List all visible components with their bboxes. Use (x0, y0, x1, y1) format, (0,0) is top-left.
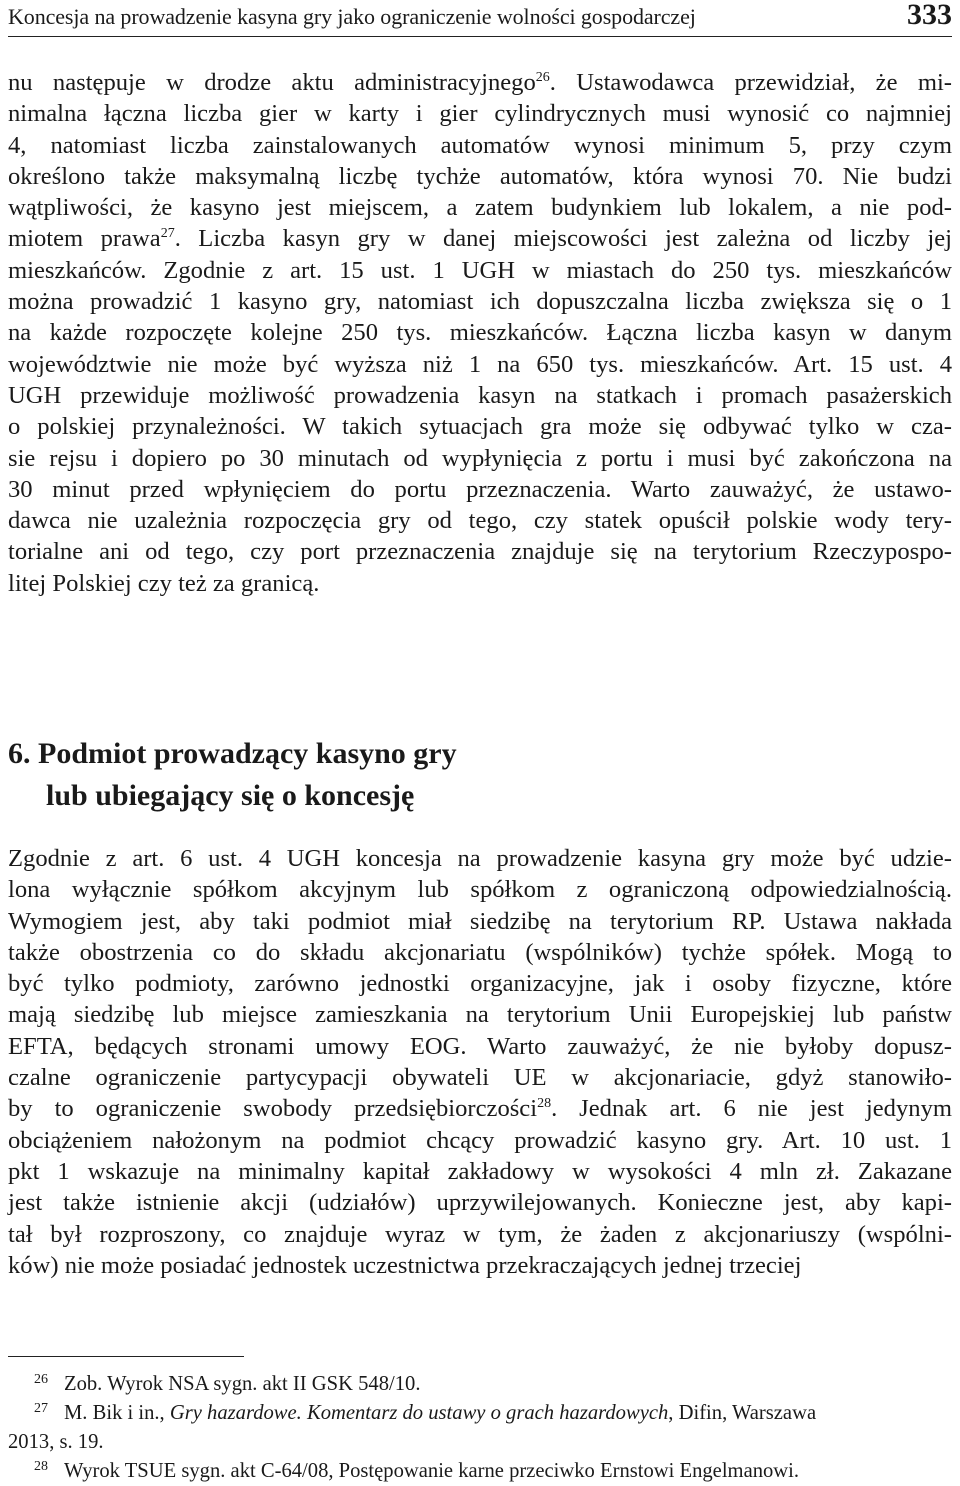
footnote-text: Wyrok TSUE sygn. akt C-64/08, Postępowanie karne przeciwko Ernstowi Engelmanowi. (64, 1460, 800, 1482)
footnote-28: 28 Wyrok TSUE sygn. akt C-64/08, Postępowanie karne przeciwko Ernstowi Engelmanowi. (34, 1459, 800, 1482)
footnote-26: 26 Zob. Wyrok NSA sygn. akt II GSK 548/10. (34, 1372, 421, 1395)
footnote-publisher: , Difin, Warszawa (668, 1402, 817, 1424)
page-number: 333 (907, 0, 952, 31)
text-line: UGH przewiduje możliwość prowadzenia kasyn na statkach i promach pasażerskich (8, 381, 952, 409)
text-line: mieszkańców. Zgodnie z art. 15 ust. 1 UGH w miastach do 250 tys. mieszkańców (8, 256, 952, 284)
text-line: by to ograniczenie swobody przedsiębiorczości$^{28}$. Jednak art. 6 nie jest jedynym (8, 1095, 952, 1123)
text-line: obciążeniem nałożonym na podmiot chcący prowadzić kasyno gry. Art. 10 ust. 1 (8, 1126, 952, 1154)
footnotes (8, 1370, 952, 1486)
text-line: EFTA, będących stronami umowy EOG. Warto zauważyć, że nie byłoby dopusz- (8, 1032, 952, 1060)
text-line: także obostrzenia co do składu akcjonariatu (wspólników) tychże spółek. Mogą to (8, 938, 952, 966)
text-line: Wymogiem jest, aby taki podmiot miał siedzibę na terytorium RP. Ustawa nakłada (8, 907, 952, 935)
text-line: być tylko podmioty, zarówno jednostki organizacyjne, jak i osoby fizyczne, które (8, 970, 952, 998)
text-line: jest także istnienie akcji (udziałów) uprzywilejowanych. Konieczne jest, aby kapi- (8, 1189, 952, 1217)
footnote-27-continuation: 2013, s. 19. (8, 1431, 104, 1453)
text-line: na każde rozpoczęte kolejne 250 tys. mieszkańców. Łączna liczba kasyn w danym (8, 319, 952, 347)
footnote-text: Zob. Wyrok NSA sygn. akt II GSK 548/10. (64, 1373, 421, 1395)
text-line: o polskiej przynależności. W takich sytuacjach gra może się odbywać tylko w cza- (8, 413, 952, 441)
footnote-title: Gry hazardowe. Komentarz do ustawy o grach hazardowych (169, 1402, 669, 1424)
text-line: dawca nie uzależnia rozpoczęcia gry od tego, czy statek opuścił polskie wody tery- (8, 507, 952, 535)
footnote-reference[interactable]: 26 (535, 70, 550, 85)
section-title-line-1: Podmiot prowadzący kasyno gry (38, 737, 457, 770)
text-line: ków) nie może posiadać jednostek uczestnictwa przekraczających jednej trzeciej (8, 1251, 802, 1279)
text-line: pkt 1 wskazuje na minimalny kapitał zakładowy w wysokości 4 mln zł. Zakazane (8, 1157, 952, 1185)
text-line: nu następuje w drodze aktu administracyjnego$^{26}$. Ustawodawca przewidział, że mi- (8, 69, 952, 96)
text-line: 4, natomiast liczba zainstalowanych automatów wynosi minimum 5, przy czym (8, 131, 952, 159)
footnote-27: 27 M. Bik i in., Gry hazardowe. Komentarz do ustawy o grach hazardowych, Difin, Warszawa (34, 1401, 817, 1424)
text-line: wątpliwości, że kasyno jest miejscem, a zatem budynkiem lub lokalem, a nie pod- (8, 194, 952, 222)
text-line: czalne ograniczenie partycypacji obywateli UE w akcjonariacie, gdyż stanowiło- (8, 1064, 952, 1092)
text-line: określono także maksymalną liczbę tychże automatów, która wynosi 70. Nie budzi (8, 162, 952, 190)
text-line: lona wyłącznie spółkom akcyjnym lub spółkom z ograniczoną odpowiedzialnością. (8, 876, 952, 904)
footnote-reference[interactable]: 27 (160, 226, 175, 242)
footnote-separator (8, 1356, 244, 1357)
text-line: miotem prawa$^{27}$. Liczba kasyn gry w danej miejscowości jest zależna od liczby jej (8, 225, 952, 253)
section-heading (8, 733, 952, 817)
footnote-author: M. Bik i in., (64, 1402, 165, 1424)
text-line: mają siedzibę lub miejsce zamieszkania na terytorium Unii Europejskiej lub państw (8, 1001, 952, 1029)
text-line: województwie nie może być wyższa niż 1 na 650 tys. mieszkańców. Art. 15 ust. 4 (8, 350, 952, 378)
text-line: torialne ani od tego, czy port przeznaczenia znajduje się na terytorium Rzeczypospo- (8, 538, 952, 566)
text-line: można prowadzić 1 kasyno gry, natomiast ich dopuszczalna liczba zwiększa się o 1 (8, 288, 952, 316)
section-title-line-2: lub ubiegający się o koncesję (46, 779, 415, 812)
text-line: sie rejsu i dopiero po 30 minutach od wypłynięcia z portu i musi być zakończona na (8, 444, 952, 472)
text-line: Zgodnie z art. 6 ust. 4 UGH koncesja na prowadzenie kasyna gry może być udzie- (8, 845, 952, 872)
footnote-reference[interactable]: 28 (537, 1096, 552, 1112)
section-number: 6. (8, 737, 31, 770)
text-line: nimalna łączna liczba gier w karty i gier cylindrycznych musi wynosić co najmniej (8, 100, 952, 128)
running-header (8, 0, 952, 37)
text-line: litej Polskiej czy też za granicą. (8, 569, 320, 597)
running-title: Koncesja na prowadzenie kasyna gry jako ograniczenie wolności gospodarczej (8, 4, 696, 29)
text-line: tał był rozproszony, co znajduje wyraz w tym, że żaden z akcjonariuszy (wspólni- (8, 1220, 952, 1248)
body-paragraph-1 (8, 67, 952, 599)
body-paragraph-2 (8, 843, 952, 1281)
text-line: 30 minut przed wpłynięciem do portu przeznaczenia. Warto zauważyć, że ustawo- (8, 475, 952, 503)
